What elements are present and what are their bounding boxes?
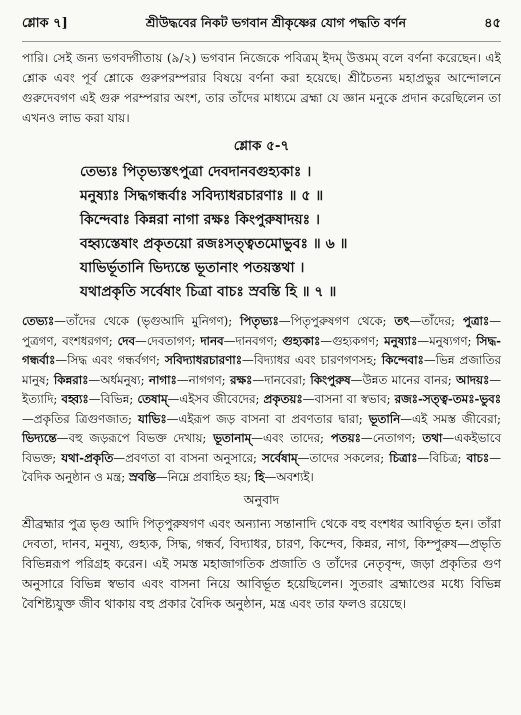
synonym-word: মনুষ্যাঃ [384,333,418,348]
synonym-entry: তথা—একইভাবে বিভক্ত; [22,431,502,465]
synonym-word: হি [254,470,265,484]
synonym-word: সর্বেষাম্ [262,450,298,465]
synonym-entry: রক্ষঃ—দানবেরা; [230,372,307,387]
synonym-entry: আদয়ঃ—ইত্যাদি; [22,372,502,406]
synonym-word: আদয়ঃ [456,372,490,387]
synonym-word: যাভিঃ [137,411,167,426]
synonym-word: রজঃ-সত্ত্ব-তমঃ-ভুবঃ [394,392,502,406]
verse-line: মনুষ্যাঃ সিদ্ধগন্ধর্বাঃ সবিদ্যাধরচারণাঃ ॥ ৫ ॥ [80,188,324,204]
synonym-meaning: নাগগণ; [188,372,226,387]
synonym-meaning: ইত্যাদি; [22,392,58,406]
verse-line: যাভির্ভূতানি ভিদ্যন্তে ভূতানাং পতয়স্তথা । [80,260,305,276]
synonym-word: ভিদ্যন্তে [22,431,57,445]
synonym-entry: সিদ্ধ-গন্ধর্বাঃ—সিদ্ধ এবং গন্ধর্বগণ; [22,333,502,367]
synonym-entry: কিংপুরুষ—উন্নত মানের বানর; [310,372,452,387]
synonym-entry: সর্বেষাম্—তাদের সকলের; [262,450,385,465]
synonym-meaning: এইরূপ জড় বাসনা বা প্রবণতার দ্বারা; [178,411,363,426]
synonym-word: পিতৃভ্যঃ [240,314,279,328]
synonym-meaning: এবং তাদের; [263,431,325,445]
synonym-word: যথা-প্রকৃতি [61,450,114,465]
synonym-word: কিন্নরাঃ [53,372,89,387]
synonym-meaning: বহু জড়রূপে বিভক্ত দেখায়; [68,431,207,445]
synonym-meaning: বিচিত্র; [429,450,462,465]
synonym-entry: দেব—দেবতাগণ; [117,333,196,348]
synonym-meaning: ভিন্ন প্রজাতির মানুষ; [22,353,501,387]
synonym-entry: পুত্রাঃ—পুত্রগণ, বংশধরগণ; [22,314,502,348]
synonym-meaning: প্রবণতা বা বাসনা অনুসারে; [125,450,257,465]
synonym-meaning: নেতাগণ; [372,431,416,445]
synonym-entry: কিন্দেবাঃ—ভিন্ন প্রজাতির মানুষ; [22,353,501,387]
synonym-word: দানব [200,333,224,348]
translation-title: অনুবাদ [243,491,280,507]
synonym-word: সবিদ্যাধরচারণাঃ [165,353,243,367]
synonym-meaning: বিভিন্ন; [100,392,134,406]
verse-block [80,160,501,304]
synonym-word: স্রবন্তি [128,470,156,484]
synonym-entry: তৎ—তাঁদের; [394,314,455,328]
synonym-word: পতয়ঃ [330,431,361,445]
synonym-word: তৎ [394,314,410,328]
synonym-entry: পিতৃভ্যঃ—পিতৃপুরুষগণ থেকে; [240,314,387,328]
synonym-entry: তেভ্যঃ—তাঁদের থেকে (ভৃগুআদি মুনিগণ); [22,314,233,328]
synonym-meaning: তাঁদের থেকে (ভৃগুআদি মুনিগণ); [65,314,233,328]
synonym-word: বহ্ব্যঃ [61,392,89,406]
synonym-meaning: বাসনা বা স্বভাব; [314,392,391,406]
synonym-entry: প্রকৃতয়ঃ—বাসনা বা স্বভাব; [263,392,391,406]
verse-line: কিন্দেবাঃ কিন্নরা নাগা রক্ষঃ কিংপুরুষাদয়ঃ । [80,212,320,228]
synonym-entry: হি—অবশ্যই। [254,470,314,484]
synonym-meaning: এইসব জীবেদের; [179,392,260,406]
synonym-entry: ভিদ্যন্তে—বহু জড়রূপে বিভক্ত দেখায়; [22,431,207,445]
synonym-meaning: একইভাবে বিভক্ত; [22,431,502,465]
synonym-entry: ভূতানি—এই সমস্ত জীবেরা; [368,411,502,426]
synonym-word: সিদ্ধ-গন্ধর্বাঃ [22,333,502,367]
translation-paragraph: শ্রীব্রহ্মার পুত্র ভৃগু আদি পিতৃপুরুষগণ এবং অন্যান্য সন্তানাদি থেকে বহু বংশধর আবির্ভূত হন। তাঁরা দেবতা, দানব, মনুষ্য, গুহ্যক, সিদ্ধ, গন্ধর্ব, বিদ্যাধর, চারণ, কিন্দেব, কিন্নর, নাগ, কিম্পুরুষ—প্রভৃতি বিভিন্নরূপ পরিগ্রহ করেন। এই সমস্ত মহাজাগতিক প্রজাতি ও তাঁদের নেতৃবৃন্দ, জড়া প্রকৃতির গুণ অনুসারে বিভিন্ন স্বভাব এবং বাসনা নিয়ে আবির্ভূত হয়েছিলেন। সুতরাং ব্রহ্মাণ্ডের মধ্যে বিভিন্ন বৈশিষ্ট্যযুক্ত জীব থাকায় বহু প্রকার বৈদিক অনুষ্ঠান, মন্ত্র এবং তার ফলও রয়েছে। [22,515,501,611]
synonym-word: ভূতানি [368,411,401,426]
synonym-word: কিংপুরুষ [310,372,351,387]
synonym-meaning: দেবতাগণ; [146,333,196,348]
synonym-meaning: অবশ্যই। [276,470,314,484]
synonym-entry: পতয়ঃ—নেতাগণ; [330,431,416,445]
synonym-word: তথা [422,431,443,445]
synonym-entry: সবিদ্যাধরচারণাঃ—বিদ্যাধর এবং চারণগণসহ; [165,353,377,367]
verse-line: বহ্ব্যস্তেষাং প্রকৃতয়ো রজঃসত্ত্বতমোভুবঃ ॥ ৬ ॥ [80,236,348,252]
synonym-meaning: প্রকৃতির ত্রিগুণজাত; [33,411,132,426]
synonym-word: ভূতানাম্ [213,431,252,445]
synonym-entry: কিন্নরাঃ—অর্ধমনুষ্য; [53,372,145,387]
synonym-entry: বহ্ব্যঃ—বিভিন্ন; [61,392,134,406]
synonym-meaning: পুত্রগণ, বংশধরগণ; [22,333,113,348]
synonym-meaning: এই সমস্ত জীবেরা; [412,411,502,426]
synonym-word: গুহ্যকাঃ [282,333,321,348]
purport-continuation [22,48,501,128]
synonym-word: নাগাঃ [148,372,177,387]
page-header [22,14,501,42]
synonym-word: দেব [117,333,136,348]
synonym-meaning: পিতৃপুরুষগণ থেকে; [290,314,387,328]
verse-reference: শ্লোক ৭] [22,16,68,31]
synonym-entry: তেষাম্—এইসব জীবেদের; [137,392,260,406]
synonym-meaning: দানবগণ; [235,333,278,348]
synonym-meaning: তাঁদের; [421,314,455,328]
synonym-entry: যাভিঃ—এইরূপ জড় বাসনা বা প্রবণতার দ্বারা; [137,411,363,426]
synonym-meaning: তাদের সকলের; [309,450,385,465]
synonym-word: চিত্রাঃ [389,450,418,465]
synonym-meaning: মনুষ্যগণ; [429,333,472,348]
synonym-meaning: বিদ্যাধর এবং চারণগণসহ; [253,353,377,367]
page-number: ৪৫ [484,16,501,31]
synonym-word: পুত্রাঃ [462,314,490,328]
synonym-word: প্রকৃতয়ঃ [263,392,303,406]
synonym-entry: দানব—দানবগণ; [200,333,278,348]
synonym-entry: মনুষ্যাঃ—মনুষ্যগণ; [384,333,472,348]
synonym-meaning: গুহ্যকগণ; [332,333,380,348]
synonym-meaning: অর্ধমনুষ্য; [100,372,145,387]
synonym-meaning: দানবেরা; [264,372,307,387]
chapter-title: শ্রীউদ্ধবের নিকট ভগবান শ্রীকৃষ্ণের যোগ পদ্ধতি বর্ণন [145,15,407,30]
synonym-entry: নাগাঃ—নাগগণ; [148,372,226,387]
synonym-word: তেভ্যঃ [22,314,55,328]
synonym-entry: গুহ্যকাঃ—গুহ্যকগণ; [282,333,380,348]
synonym-meaning: নিম্নে প্রবাহিত হয়; [167,470,252,484]
word-for-word-synonyms [22,312,501,488]
synonym-word: তেষাম্ [137,392,168,406]
synonym-entry: স্রবন্তি—নিম্নে প্রবাহিত হয়; [128,470,252,484]
synonym-word: রক্ষঃ [230,372,253,387]
synonym-word: বাচঃ [466,450,490,465]
synonym-entry: ভূতানাম্—এবং তাদের; [213,431,325,445]
synonym-meaning: বৈদিক অনুষ্ঠান ও মন্ত্র; [22,470,126,484]
synonym-entry: রজঃ-সত্ত্ব-তমঃ-ভুবঃ—প্রকৃতির ত্রিগুণজাত; [22,392,502,426]
synonym-meaning: সিদ্ধ এবং গন্ধর্বগণ; [67,353,161,367]
synonym-meaning: উন্নত মানের বানর; [362,372,452,387]
intro-paragraph: পারি। সেই জন্য ভগবদ্গীতায় (৯/২) ভগবান নিজেকে পবিত্রম্ ইদম্ উত্তমম্ বলে বর্ণনা করেছেন। এই শ্লোক এবং পূর্ব শ্লোকে গুরুপরম্পরার বিষয়ে বর্ণনা করা হয়েছে। শ্রীচৈতন্য মহাপ্রভুর আন্দোলনে গুরুদেবগণ এই গুরু পরম্পরার অংশ, তার তাঁদের মাধ্যমে ব্রহ্মা যে জ্ঞান মনুকে প্রদান করেছিলেন তা এখনও লাভ করা যায়। [22,51,501,125]
verse-line: তেভ্যঃ পিতৃভ্যস্তৎপুত্রা দেবদানবগুহ্যকাঃ । [80,164,312,180]
verse-line: যথাপ্রকৃতি সর্বেষাং চিত্রা বাচঃ স্রবন্তি হি ॥ ৭ ॥ [80,284,337,300]
synonym-word: কিন্দেবাঃ [381,353,424,367]
synonym-entry: চিত্রাঃ—বিচিত্র; [389,450,462,465]
verse-title: শ্লোক ৫-৭ [233,138,290,154]
synonym-entry: যথা-প্রকৃতি—প্রবণতা বা বাসনা অনুসারে; [61,450,257,465]
synonym-entry: বাচঃ—বৈদিক অনুষ্ঠান ও মন্ত্র; [22,450,502,484]
